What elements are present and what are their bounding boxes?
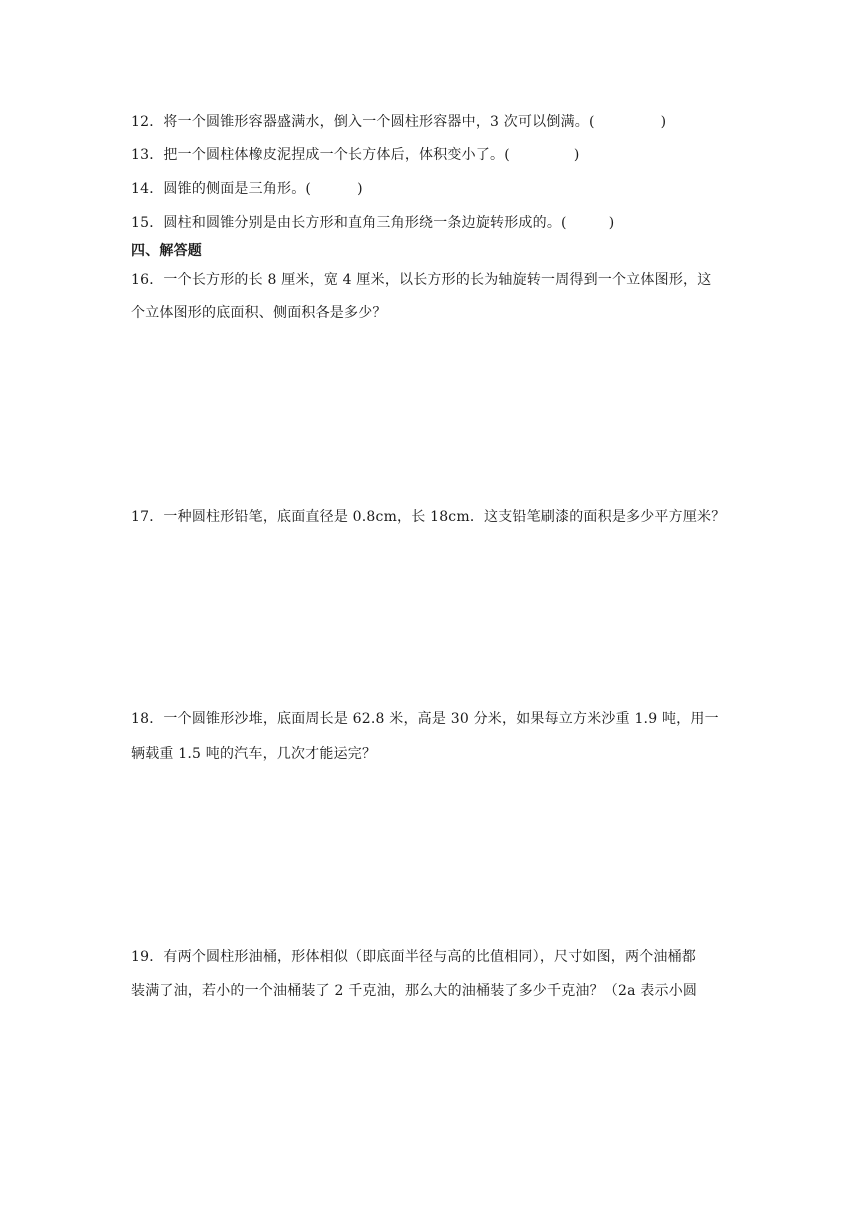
question-13 [131, 145, 741, 165]
question-12-text: 12．将一个圆锥形容器盛满水，倒入一个圆柱形容器中，3 次可以倒满。( [131, 114, 595, 130]
section-heading: 四、解答题 [131, 243, 202, 259]
question-15-text: 15．圆柱和圆锥分别是由长方形和直角三角形绕一条边旋转形成的。( [131, 215, 567, 231]
question-17-line-1: 17．一种圆柱形铅笔，底面直径是 0.8cm，长 18cm．这支铅笔刷漆的面积是多少平方厘米？ [131, 509, 726, 525]
question-18-line-1: 18．一个圆锥形沙堆，底面周长是 62.8 米，高是 30 分米，如果每立方米沙重 1.9 吨，用一 [131, 711, 719, 727]
question-16-line-1: 16．一个长方形的长 8 厘米，宽 4 厘米，以长方形的长为轴旋转一周得到一个立体图形，这 [131, 272, 712, 288]
question-19-line-2: 装满了油，若小的一个油桶装了 2 千克油，那么大的油桶装了多少千克油？（2a 表示小圆 [131, 983, 698, 999]
question-14-text: 14．圆锥的侧面是三角形。( [131, 181, 312, 197]
question-12 [131, 112, 741, 132]
question-16-line-2: 个立体图形的底面积、侧面积各是多少？ [131, 305, 387, 321]
question-14 [131, 179, 741, 199]
question-19-line-1: 19．有两个圆柱形油桶，形体相似（即底面半径与高的比值相同），尺寸如图，两个油桶都 [131, 949, 697, 965]
question-15 [131, 213, 741, 233]
question-12-close: ) [660, 114, 667, 130]
question-18-line-2: 辆载重 1.5 吨的汽车，几次才能运完？ [131, 746, 377, 762]
question-13-text: 13．把一个圆柱体橡皮泥捏成一个长方体后，体积变小了。( [131, 147, 510, 163]
question-14-close: ) [357, 181, 363, 197]
question-15-close: ) [608, 215, 615, 231]
question-13-close: ) [573, 147, 580, 163]
